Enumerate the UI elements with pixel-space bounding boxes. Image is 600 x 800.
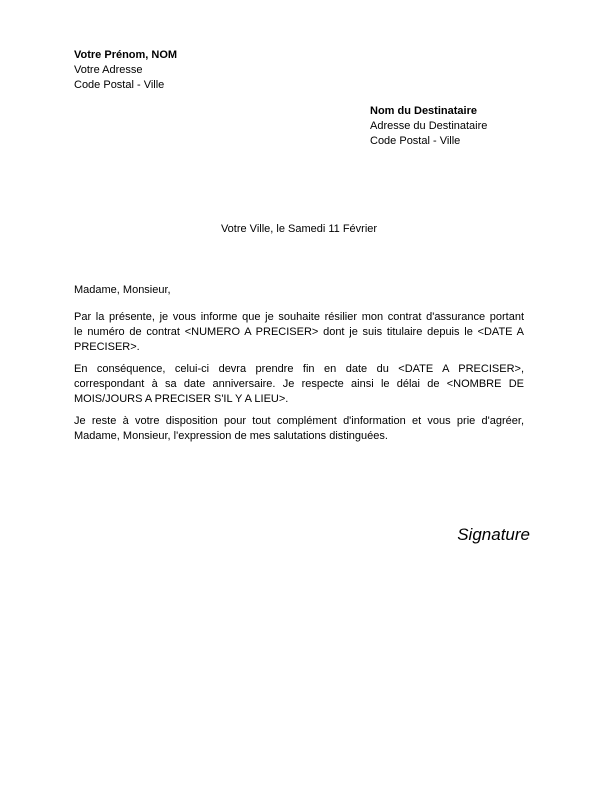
sender-name: Votre Prénom, NOM: [74, 49, 178, 61]
paragraph-1: [74, 310, 524, 355]
date-line: Votre Ville, le Samedi 11 Février: [220, 223, 378, 235]
paragraph-1-line-3: PRECISER>.: [74, 341, 140, 353]
sender-address: Votre Adresse: [74, 64, 143, 76]
paragraph-3-line-1: Je reste à votre disposition pour tout complément d'information et vous prie d'agréer,: [74, 415, 524, 427]
sender-city-line: Code Postal - Ville: [74, 79, 165, 91]
paragraph-1-line-1: Par la présente, je vous informe que je souhaite résilier mon contrat d'assurance portant: [74, 311, 524, 323]
paragraph-1-line-2: le numéro de contrat <NUMERO A PRECISER> dont je suis titulaire depuis le <DATE A: [74, 326, 524, 338]
recipient-address: Adresse du Destinataire: [370, 120, 488, 132]
salutation: Madame, Monsieur,: [74, 284, 171, 296]
paragraph-2-line-2: correspondant à sa date anniversaire. Je respecte ainsi le délai de <NOMBRE DE: [74, 378, 524, 390]
signature-row: [74, 525, 530, 545]
paragraph-3: [74, 414, 524, 444]
signature-label: Signature: [457, 525, 530, 544]
paragraph-2-line-1: En conséquence, celui-ci devra prendre fin en date du <DATE A PRECISER>,: [74, 363, 524, 375]
paragraph-2: [74, 362, 524, 407]
recipient-city-line: Code Postal - Ville: [370, 135, 461, 147]
sender-block: [74, 48, 524, 93]
paragraph-3-line-2: Madame, Monsieur, l'expression de mes salutations distinguées.: [74, 430, 388, 442]
recipient-name: Nom du Destinataire: [370, 105, 477, 117]
paragraph-2-line-3: MOIS/JOURS A PRECISER S'IL Y A LIEU>.: [74, 393, 289, 405]
recipient-block: [370, 104, 524, 149]
